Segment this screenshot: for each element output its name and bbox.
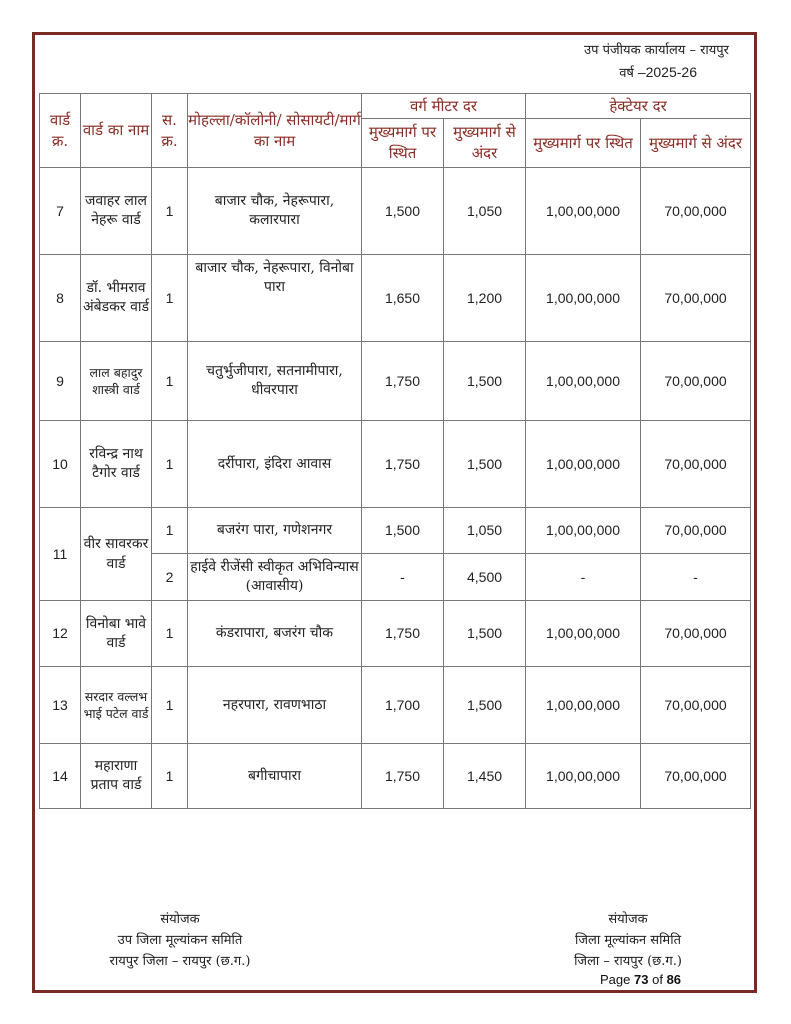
serial: 1 — [152, 601, 188, 667]
table-row — [40, 342, 751, 421]
ward-no: 10 — [40, 421, 81, 508]
ward-no: 9 — [40, 342, 81, 421]
signatory-title: संयोजक — [608, 912, 648, 927]
ha-on-main: 1,00,00,000 — [526, 601, 641, 667]
page-current: 73 — [634, 972, 649, 987]
signatory-committee: जिला मूल्यांकन समिति — [575, 933, 681, 948]
table-row — [40, 508, 751, 554]
serial: 1 — [152, 342, 188, 421]
serial: 1 — [152, 667, 188, 744]
sqm-on-main: 1,700 — [362, 667, 444, 744]
ha-inside: 70,00,000 — [641, 255, 751, 342]
sqm-inside: 1,450 — [444, 744, 526, 809]
ha-on-main: 1,00,00,000 — [526, 255, 641, 342]
serial: 2 — [152, 554, 188, 601]
ha-on-main: 1,00,00,000 — [526, 667, 641, 744]
ha-inside: 70,00,000 — [641, 508, 751, 554]
signatory-location: रायपुर जिला – रायपुर (छ.ग.) — [109, 954, 251, 969]
ha-on-main: - — [526, 554, 641, 601]
serial: 1 — [152, 744, 188, 809]
table-row — [40, 601, 751, 667]
ward-no: 12 — [40, 601, 81, 667]
ha-inside: 70,00,000 — [641, 744, 751, 809]
sqm-inside: 1,200 — [444, 255, 526, 342]
sqm-on-main: 1,750 — [362, 421, 444, 508]
table-row — [40, 168, 751, 255]
office-title: उप पंजीयक कार्यालय – रायपुर — [584, 43, 729, 58]
locality: बाजार चौक, नेहरूपारा, विनोबा पारा — [188, 255, 362, 342]
sqm-inside: 1,500 — [444, 342, 526, 421]
signatory-committee: उप जिला मूल्यांकन समिति — [117, 933, 243, 948]
locality: दर्रीपारा, इंदिरा आवास — [188, 421, 362, 508]
ha-inside: 70,00,000 — [641, 667, 751, 744]
sqm-on-main: 1,750 — [362, 601, 444, 667]
locality: चतुर्भुजीपारा, सतनामीपारा, धीवरपारा — [188, 342, 362, 421]
col-ward-name: वार्ड का नाम — [81, 94, 152, 168]
ward-no: 7 — [40, 168, 81, 255]
locality: कंडरापारा, बजरंग चौक — [188, 601, 362, 667]
col-sqm-inside: मुख्यमार्ग से अंदर — [444, 119, 526, 168]
serial: 1 — [152, 421, 188, 508]
signatory-location: जिला – रायपुर (छ.ग.) — [574, 954, 682, 969]
sqm-on-main: 1,650 — [362, 255, 444, 342]
page-total: 86 — [666, 972, 682, 987]
col-ha-inside: मुख्यमार्ग से अंदर — [641, 119, 751, 168]
locality: बगीचापारा — [188, 744, 362, 809]
table-row — [40, 421, 751, 508]
sqm-inside: 1,500 — [444, 421, 526, 508]
col-serial: स. क्र. — [152, 94, 188, 168]
signatory-title: संयोजक — [160, 912, 200, 927]
ward-name: जवाहर लाल नेहरू वार्ड — [81, 168, 152, 255]
ward-no: 11 — [40, 508, 81, 601]
locality: बजरंग पारा, गणेशनगर — [188, 508, 362, 554]
col-group-sqm: वर्ग मीटर दर — [362, 94, 526, 119]
sqm-on-main: - — [362, 554, 444, 601]
year-line — [619, 63, 697, 81]
ha-on-main: 1,00,00,000 — [526, 168, 641, 255]
ward-name: विनोबा भावे वार्ड — [81, 601, 152, 667]
sqm-on-main: 1,750 — [362, 744, 444, 809]
ward-name: रविन्द्र नाथ टैगोर वार्ड — [81, 421, 152, 508]
year-value: –2025-26 — [637, 64, 697, 80]
ward-name: लाल बहादुर शास्त्री वार्ड — [81, 342, 152, 421]
ha-inside: 70,00,000 — [641, 601, 751, 667]
ha-on-main: 1,00,00,000 — [526, 508, 641, 554]
page-of: of — [652, 972, 663, 987]
sqm-inside: 1,050 — [444, 168, 526, 255]
table-row — [40, 744, 751, 809]
sqm-inside: 1,050 — [444, 508, 526, 554]
sqm-inside: 1,500 — [444, 601, 526, 667]
ha-on-main: 1,00,00,000 — [526, 342, 641, 421]
ha-inside: 70,00,000 — [641, 342, 751, 421]
ward-name: महाराणा प्रताप वार्ड — [81, 744, 152, 809]
ha-on-main: 1,00,00,000 — [526, 421, 641, 508]
ha-inside: - — [641, 554, 751, 601]
ward-name: डॉ. भीमराव अंबेडकर वार्ड — [81, 255, 152, 342]
table-row — [40, 255, 751, 342]
serial: 1 — [152, 255, 188, 342]
page-prefix: Page — [600, 972, 631, 987]
year-label: वर्ष — [619, 66, 634, 81]
footer-right-signatory — [548, 909, 708, 972]
rate-table — [39, 93, 751, 809]
footer-left-signatory — [80, 909, 280, 972]
ha-inside: 70,00,000 — [641, 168, 751, 255]
serial: 1 — [152, 168, 188, 255]
col-ha-on-main: मुख्यमार्ग पर स्थित — [526, 119, 641, 168]
ward-name: सरदार वल्लभ भाई पटेल वार्ड — [81, 667, 152, 744]
col-sqm-on-main: मुख्यमार्ग पर स्थित — [362, 119, 444, 168]
locality: नहरपारा, रावणभाठा — [188, 667, 362, 744]
col-group-hectare: हेक्टेयर दर — [526, 94, 751, 119]
col-ward-no: वार्ड क्र. — [40, 94, 81, 168]
ha-on-main: 1,00,00,000 — [526, 744, 641, 809]
sqm-on-main: 1,500 — [362, 168, 444, 255]
ward-no: 14 — [40, 744, 81, 809]
serial: 1 — [152, 508, 188, 554]
sqm-on-main: 1,500 — [362, 508, 444, 554]
ward-no: 13 — [40, 667, 81, 744]
col-locality: मोहल्ला/कॉलोनी/ सोसायटी/मार्ग का नाम — [188, 94, 362, 168]
ha-inside: 70,00,000 — [641, 421, 751, 508]
page-number — [600, 972, 681, 987]
ward-name: वीर सावरकर वार्ड — [81, 508, 152, 601]
ward-no: 8 — [40, 255, 81, 342]
locality: बाजार चौक, नेहरूपारा, कलारपारा — [188, 168, 362, 255]
locality: हाईवे रीजेंसी स्वीकृत अभिविन्यास (आवासीय) — [188, 554, 362, 601]
sqm-inside: 4,500 — [444, 554, 526, 601]
table-row — [40, 667, 751, 744]
sqm-inside: 1,500 — [444, 667, 526, 744]
sqm-on-main: 1,750 — [362, 342, 444, 421]
